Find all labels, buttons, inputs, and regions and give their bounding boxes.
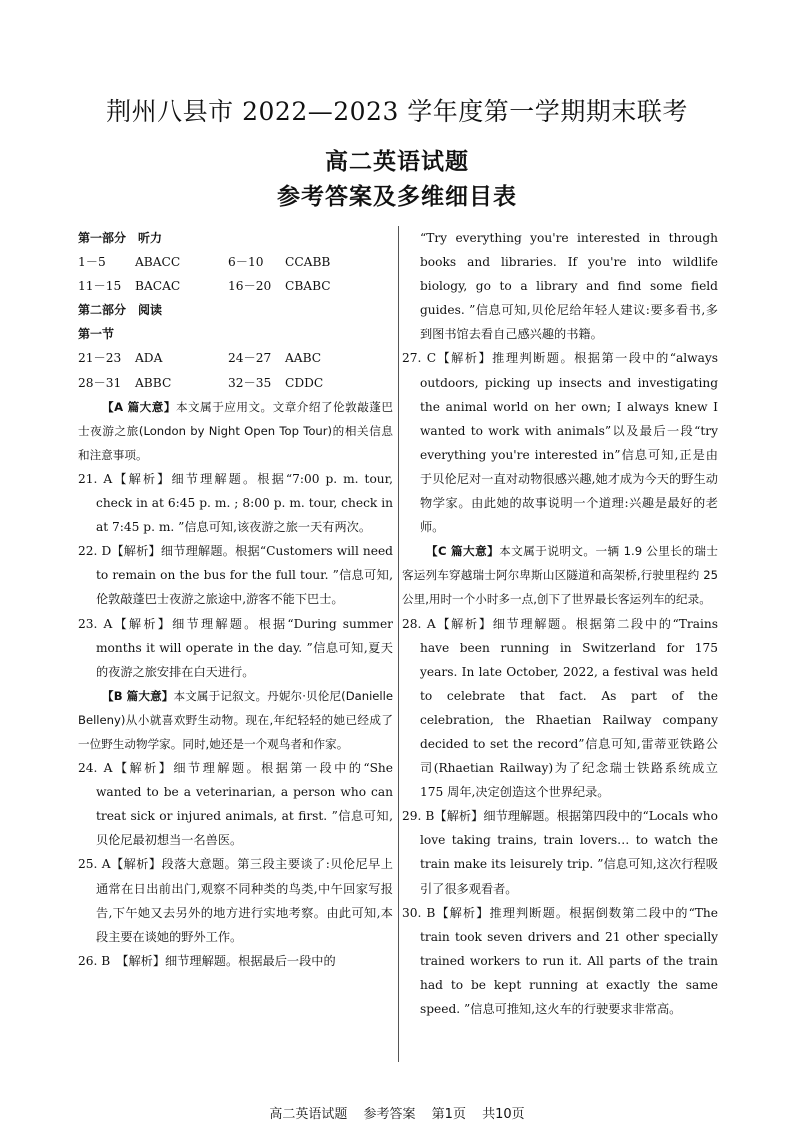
summary-text: 本文属于记叙文。丹妮尔·贝伦尼(Danielle Belleny)从小就喜欢野生动物。现在,年纪轻轻的她已经成了一位野生动物学家。同时,她还是一个观鸟者和作家。 [78, 688, 393, 751]
page-title: 荆州八县市 2022—2023 学年度第一学期期末联考 [106, 97, 688, 126]
answer-row [78, 250, 393, 274]
answer-explanation: 26. B 【解析】细节理解题。根据最后一段中的 [78, 953, 336, 968]
answer-explanation: 23. A【解析】细节理解题。根据“During summer months it will operate in the day. ”信息可知,夏天的夜游之旅安排在白天进行。 [78, 616, 393, 679]
answer-row [78, 274, 393, 298]
footer-subject: 高二英语试题 [269, 1107, 348, 1122]
answer-range: 16－20 [228, 279, 272, 294]
footer-page-number: 第1页 [431, 1107, 466, 1122]
answer-range: 32－35 [228, 375, 272, 390]
answer-explanation: 30. B【解析】推理判断题。根据倒数第二段中的“The train took seven drivers and 21 other specially trained workers to run it. All parts of the train had to be kept running at exactly the same speed. ”信息可推知,这火车的行驶要求非常高。 [402, 905, 718, 1016]
answer-letters: ABBC [135, 375, 172, 390]
answer-explanation: 27. C【解析】推理判断题。根据第一段中的“always outdoors, picking up insects and investigating the animal world on her own; I always knew I wanted to work with animals”以及最后一段“try everything you're interested in”信息可知,正是由于贝伦尼对一直对动物很感兴趣,她才成为今天的野生动物学家。由此她的故事说明一个道理:兴趣是最好的老师。 [402, 351, 718, 535]
part1-heading: 第一部分 听力 [78, 231, 163, 245]
summary-tag: 【C 篇大意】 [426, 544, 500, 559]
answer-letters: BACAC [135, 279, 181, 294]
answer-explanation-continued: “Try everything you're interested in through books and libraries. If you're into wildlife biology, go to a library and find some field guides. ”信息可知,贝伦尼给年轻人建议:要多看书,多到图书馆去看自己感兴趣的书籍。 [420, 231, 718, 342]
passage-c-summary [402, 539, 718, 611]
summary-tag: 【A 篇大意】 [102, 399, 176, 414]
answer-explanation: 28. A【解析】细节理解题。根据第二段中的“Trains have been running in Switzerland for 175 years. In late October, 2022, a festival was held to celebrate that fact. As part of the celebration, the Rhaetian Railway company decided to set the record”信息可知,雷蒂亚铁路公司(Rhaetian Railway)为了纪念瑞士铁路系统成立 175 周年,决定创造这个世界纪录。 [402, 616, 718, 800]
exam-subject-title: 高二英语试题 [325, 148, 469, 175]
answer-key-title: 参考答案及多维细目表 [277, 183, 517, 210]
answer-explanation: 24. A【解析】细节理解题。根据第一段中的“She wanted to be a veterinarian, a person who can treat sick or injured animals, at first. ”信息可知,贝伦尼最初想当一名兽医。 [78, 761, 393, 848]
column-divider [398, 226, 399, 1062]
answer-letters: AABC [285, 351, 322, 366]
answer-range: 6－10 [228, 255, 264, 270]
answer-letters: CDDC [285, 375, 324, 390]
summary-text: 本文属于说明文。一辆 1.9 公里长的瑞士客运列车穿越瑞士阿尔卑斯山区隧道和高架桥,行驶里程约 25 公里,用时一个小时多一点,创下了世界最长客运列车的纪录。 [402, 544, 719, 607]
answer-letters: CBABC [285, 279, 331, 294]
section1-heading: 第一节 [78, 327, 115, 342]
passage-b-summary [78, 684, 393, 756]
answer-range: 28－31 [78, 375, 122, 390]
answer-letters: ABACC [135, 255, 181, 270]
answer-explanation: 22. D【解析】细节理解题。根据“Customers will need to remain on the bus for the full tour. ”信息可知,伦敦敲蓬巴士夜游之旅途中,游客不能下巴士。 [78, 544, 393, 607]
part2-heading: 第二部分 阅读 [78, 303, 163, 318]
answer-range: 24－27 [228, 351, 272, 366]
answer-letters: ADA [135, 351, 163, 366]
answer-explanation: 21. A【解析】细节理解题。根据“7:00 p. m. tour, check in at 6:45 p. m. ; 8:00 p. m. tour, check in at 7:45 p. m. ”信息可知,该夜游之旅一天有两次。 [78, 471, 393, 535]
answer-row [78, 371, 393, 395]
answer-explanation: 25. A【解析】段落大意题。第三段主要谈了:贝伦尼早上通常在日出前出门,观察不同种类的鸟类,中午回家写报告,下午她又去另外的地方进行实地考察。由此可知,本段主要在谈她的野外工作。 [78, 857, 393, 944]
left-column [78, 226, 393, 973]
right-column [402, 226, 718, 1021]
footer-page-total: 共10页 [482, 1107, 525, 1122]
answer-letters: CCABB [285, 255, 331, 270]
summary-tag: 【B 篇大意】 [102, 688, 174, 703]
answer-range: 11－15 [78, 279, 122, 294]
answer-range: 1－5 [78, 255, 106, 270]
summary-text: 本文属于应用文。文章介绍了伦敦敲蓬巴士夜游之旅(London by Night Open Top Tour)的相关信息和注意事项。 [78, 399, 393, 462]
answer-range: 21－23 [78, 351, 122, 366]
answer-row [78, 346, 393, 370]
answer-explanation: 29. B【解析】细节理解题。根据第四段中的“Locals who love taking trains, train lovers… to watch the train make its leisurely trip. ”信息可知,这次行程吸引了很多观看者。 [402, 809, 718, 896]
page-footer [0, 1103, 794, 1122]
passage-a-summary [78, 395, 393, 467]
footer-kind: 参考答案 [363, 1107, 416, 1122]
